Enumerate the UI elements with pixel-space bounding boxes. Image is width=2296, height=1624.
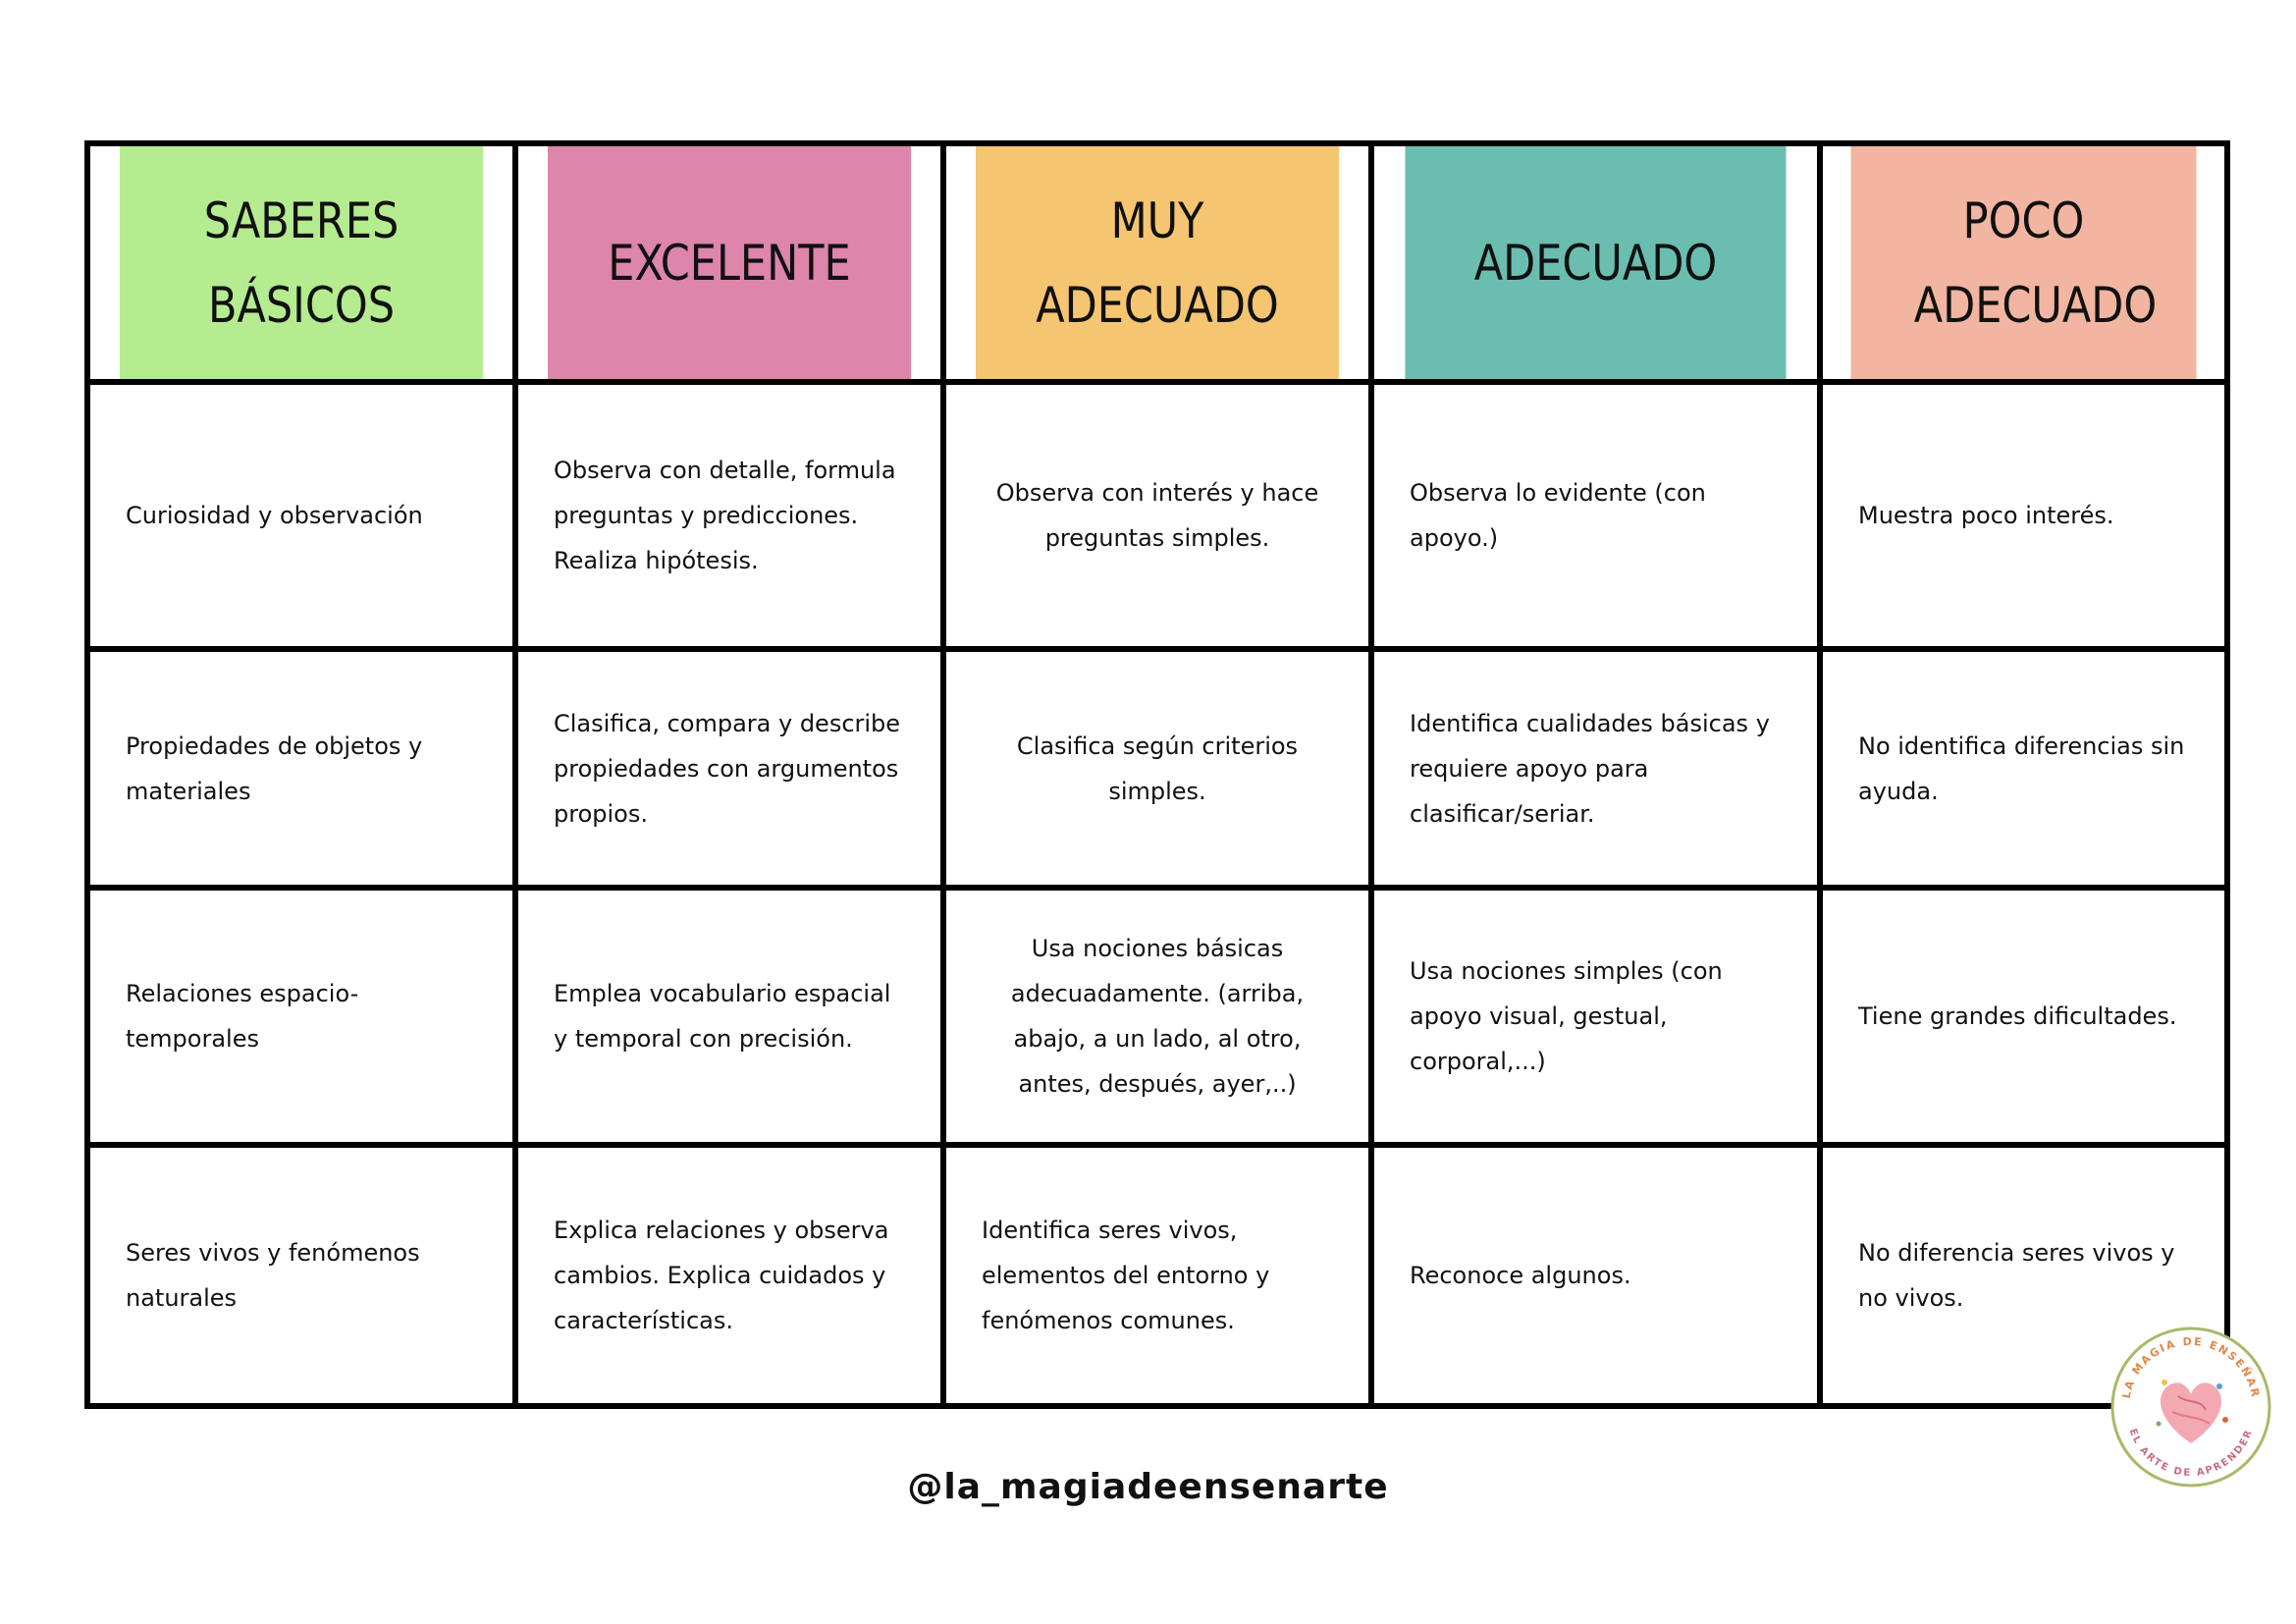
table-row: [87, 888, 2227, 1145]
table-row: [87, 1145, 2227, 1406]
header-poco-adecuado: POCO ADECUADO: [1848, 143, 2199, 382]
header-saberes-basicos: SABERES BÁSICOS: [118, 143, 486, 382]
adecuado-cell: Usa nociones simples (con apoyo visual, gestual, corporal,...): [1371, 888, 1820, 1145]
table-row: [87, 382, 2227, 649]
header-row: [87, 143, 2227, 382]
heart-logo-icon: [2109, 1326, 2272, 1489]
svg-text:LA MAGIA DE ENSEÑAR: LA MAGIA DE ENSEÑAR: [2119, 1334, 2263, 1400]
saber-cell: Propiedades de objetos y materiales: [87, 649, 515, 888]
saber-cell: Curiosidad y observación: [87, 382, 515, 649]
muy-adecuado-cell: Usa nociones básicas adecuadamente. (arriba, abajo, a un lado, al otro, antes, después, ayer,..): [943, 888, 1371, 1145]
muy-adecuado-cell: Clasifica según criterios simples.: [943, 649, 1371, 888]
excelente-cell: Clasifica, compara y describe propiedades con argumentos propios.: [515, 649, 943, 888]
muy-adecuado-cell: Identifica seres vivos, elementos del entorno y fenómenos comunes.: [943, 1145, 1371, 1406]
poco-adecuado-cell: Tiene grandes dificultades.: [1820, 888, 2227, 1145]
svg-text:EL ARTE DE APRENDER: EL ARTE DE APRENDER: [2126, 1427, 2256, 1480]
adecuado-cell: Reconoce algunos.: [1371, 1145, 1820, 1406]
table-row: [87, 649, 2227, 888]
header-muy-adecuado: MUY ADECUADO: [974, 143, 1342, 382]
poco-adecuado-cell: Muestra poco interés.: [1820, 382, 2227, 649]
excelente-cell: Emplea vocabulario espacial y temporal con precisión.: [515, 888, 943, 1145]
adecuado-cell: Identifica cualidades básicas y requiere apoyo para clasificar/seriar.: [1371, 649, 1820, 888]
excelente-cell: Observa con detalle, formula preguntas y predicciones. Realiza hipótesis.: [515, 382, 943, 649]
muy-adecuado-cell: Observa con interés y hace preguntas simples.: [943, 382, 1371, 649]
header-adecuado: ADECUADO: [1403, 143, 1789, 382]
poco-adecuado-cell: No diferencia seres vivos y no vivos.: [1820, 1145, 2227, 1406]
poco-adecuado-cell: No identifica diferencias sin ayuda.: [1820, 649, 2227, 888]
saber-cell: Relaciones espacio-temporales: [87, 888, 515, 1145]
instagram-handle: @la_magiadeensenarte: [907, 1467, 1389, 1507]
adecuado-cell: Observa lo evidente (con apoyo.): [1371, 382, 1820, 649]
header-excelente: EXCELENTE: [546, 143, 914, 382]
excelente-cell: Explica relaciones y observa cambios. Explica cuidados y características.: [515, 1145, 943, 1406]
rubric-table: [84, 140, 2230, 1409]
saber-cell: Seres vivos y fenómenos naturales: [87, 1145, 515, 1406]
